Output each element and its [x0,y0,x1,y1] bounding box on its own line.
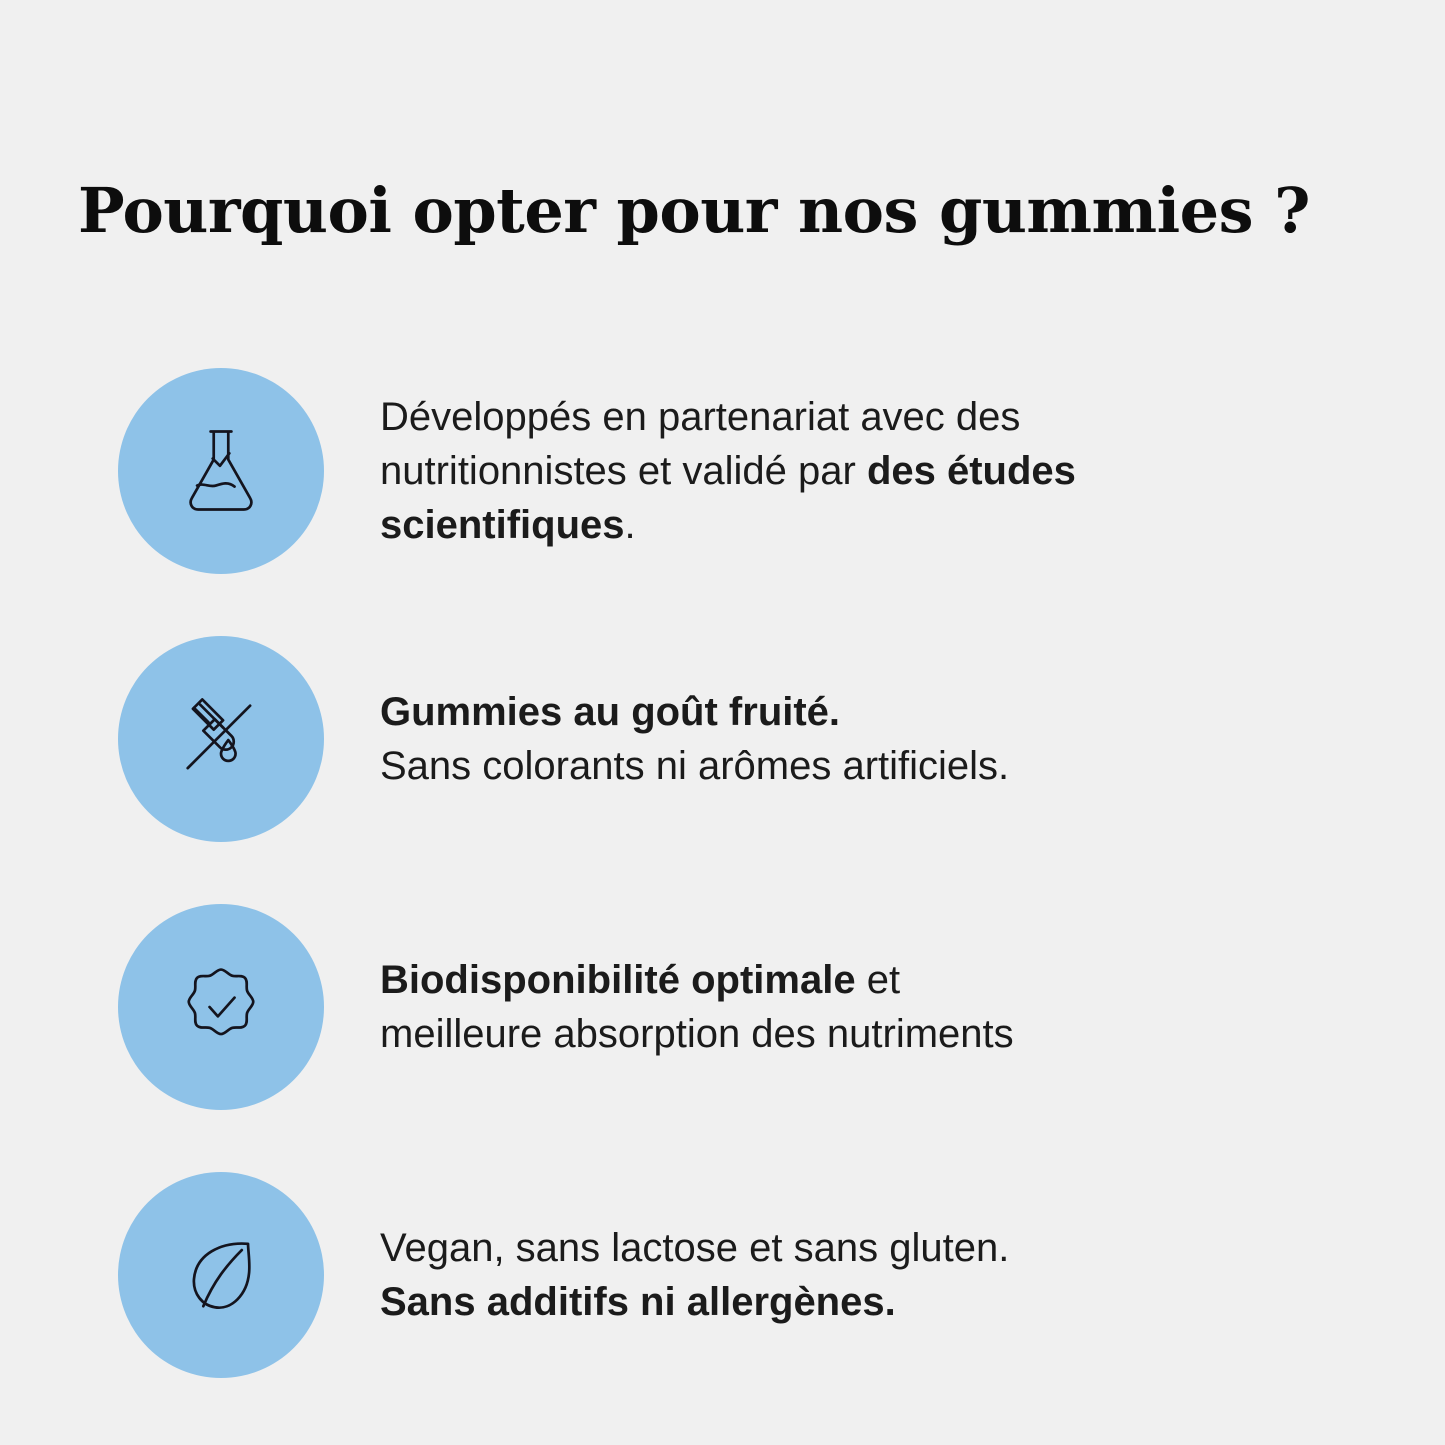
list-item [118,368,1355,574]
feature-text: Biodisponibilité optimale et meilleure absorption des nutriments [380,958,1014,1056]
feature-text: Gummies au goût fruité. Sans colorants ni arômes artificiels. [380,690,1010,788]
list-item [118,636,1355,842]
list-item [118,904,1355,1110]
page-title: Pourquoi opter pour nos gummies ? [78,173,1310,247]
feature-text: Vegan, sans lactose et sans gluten. Sans additifs ni allergènes. [380,1226,1010,1324]
feature-list [118,368,1355,1378]
dropper-no-additive-icon [118,636,324,842]
flask-icon [118,368,324,574]
badge-check-icon [118,904,324,1110]
feature-text: Développés en partenariat avec des nutritionnistes et validé par des études scientifiques. [380,395,1076,547]
list-item [118,1172,1355,1378]
leaf-icon [118,1172,324,1378]
